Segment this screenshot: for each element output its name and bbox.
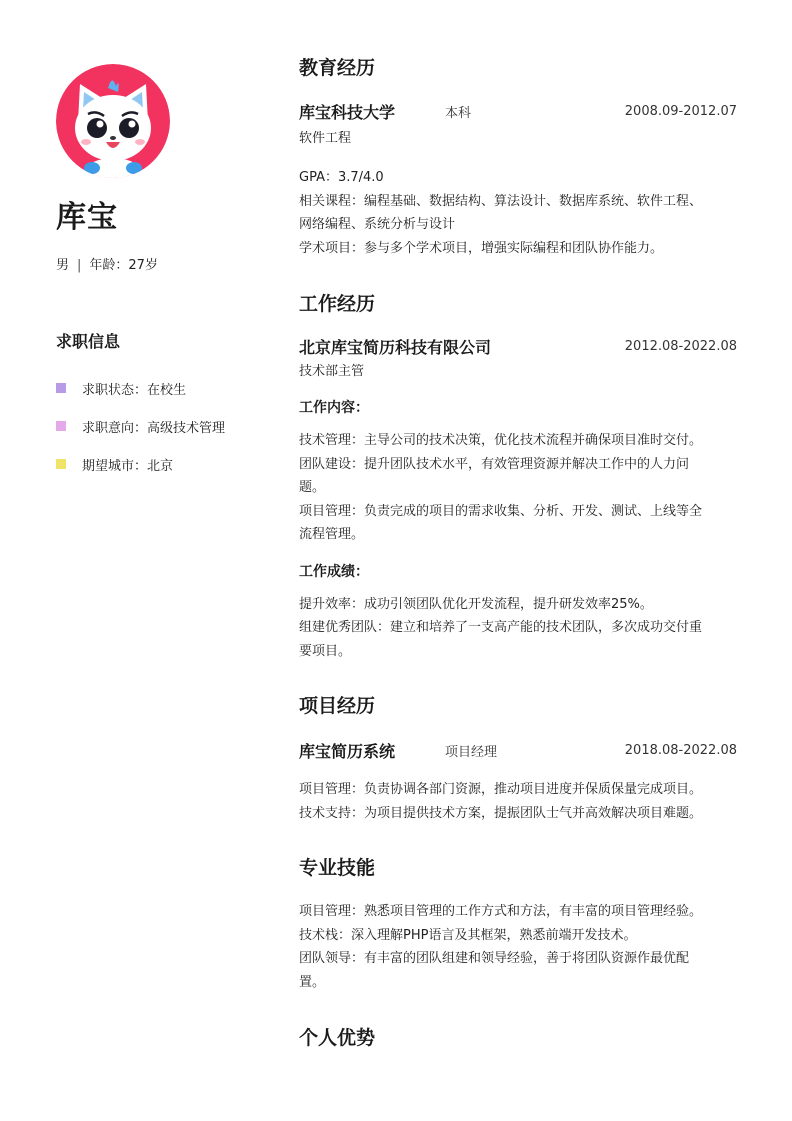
project-role: 项目经理 bbox=[445, 744, 498, 760]
sidebar bbox=[56, 64, 266, 492]
job-intention: 求职意向：高级技术管理 bbox=[82, 420, 226, 436]
skill-line: 项目管理：熟悉项目管理的工作方式和方法，有丰富的项目管理经验。 bbox=[299, 904, 703, 919]
skill-line: 团队领导：有丰富的团队组建和领导经验，善于将团队资源作最优配 bbox=[299, 951, 690, 966]
work-content-line: 团队建设：提升团队技术水平，有效管理资源并解决工作中的人力问 bbox=[299, 456, 690, 472]
work-content-heading: 工作内容： bbox=[299, 400, 369, 416]
major: 软件工程 bbox=[299, 131, 352, 146]
square-bullet-icon bbox=[56, 383, 66, 393]
meta-separator: | bbox=[77, 258, 82, 273]
job-info-heading: 求职信息 bbox=[56, 332, 121, 351]
work-achievement-heading: 工作成绩： bbox=[299, 563, 369, 580]
job-info-list bbox=[56, 378, 266, 474]
project-details bbox=[299, 778, 737, 825]
avatar bbox=[56, 64, 170, 178]
education-line: 网络编程、系统分析与设计 bbox=[299, 217, 456, 232]
skill-line: 技术栈：深入理解PHP语言及其框架，熟悉前端开发技术。 bbox=[299, 927, 637, 943]
education-line: 学术项目：参与多个学术项目，增强实际编程和团队协作能力。 bbox=[299, 240, 664, 256]
project-name: 库宝简历系统 bbox=[299, 741, 396, 761]
gender: 男 bbox=[56, 258, 70, 273]
job-position: 技术部主管 bbox=[299, 364, 365, 379]
job-status: 求职状态：在校生 bbox=[82, 382, 187, 398]
skills-heading: 专业技能 bbox=[299, 857, 376, 879]
work-content-line: 项目管理：负责完成的项目的需求收集、分析、开发、测试、上线等全 bbox=[299, 503, 703, 519]
candidate-meta bbox=[56, 256, 266, 276]
work-achievement-line: 提升效率：成功引领团队优化开发流程，提升研发效率25%。 bbox=[299, 596, 653, 612]
education-line: 相关课程：编程基础、数据结构、算法设计、数据库系统、软件工程、 bbox=[299, 193, 703, 209]
work-date: 2012.08-2022.08 bbox=[624, 338, 737, 354]
age: 年龄：27岁 bbox=[89, 258, 158, 273]
candidate-name: 库宝 bbox=[56, 200, 118, 235]
work-content-line: 技术管理：主导公司的技术决策，优化技术流程并确保项目准时交付。 bbox=[299, 433, 703, 448]
work-heading: 工作经历 bbox=[299, 293, 376, 315]
project-line: 技术支持：为项目提供技术方案，提振团队士气并高效解决项目难题。 bbox=[299, 805, 703, 821]
degree: 本科 bbox=[445, 105, 472, 121]
cat-mascot-icon bbox=[56, 64, 170, 178]
project-entry-header bbox=[299, 738, 737, 762]
skills-details bbox=[299, 900, 737, 994]
work-achievements bbox=[299, 593, 737, 664]
job-info-item bbox=[56, 378, 266, 398]
skill-line: 置。 bbox=[299, 974, 326, 990]
work-entry-header bbox=[299, 334, 737, 358]
education-line: GPA：3.7/4.0 bbox=[299, 170, 384, 185]
company-name: 北京库宝简历科技有限公司 bbox=[299, 337, 492, 357]
project-line: 项目管理：负责协调各部门资源，推动项目进度并保质保量完成项目。 bbox=[299, 782, 703, 797]
job-info-item bbox=[56, 454, 266, 474]
work-content-line: 题。 bbox=[299, 480, 326, 495]
education-details bbox=[299, 166, 737, 260]
job-info-item bbox=[56, 416, 266, 436]
work-achievement-line: 要项目。 bbox=[299, 643, 352, 659]
project-heading: 项目经历 bbox=[299, 695, 376, 717]
work-content-line: 流程管理。 bbox=[299, 527, 365, 542]
square-bullet-icon bbox=[56, 459, 66, 469]
education-entry-header bbox=[299, 99, 737, 123]
advantages-heading: 个人优势 bbox=[299, 1027, 376, 1049]
main-content bbox=[299, 54, 737, 1052]
project-date: 2018.08-2022.08 bbox=[624, 742, 737, 758]
job-city: 期望城市：北京 bbox=[82, 458, 174, 474]
education-heading: 教育经历 bbox=[299, 57, 376, 79]
education-date: 2008.09-2012.07 bbox=[624, 103, 737, 119]
work-achievement-line: 组建优秀团队：建立和培养了一支高产能的技术团队，多次成功交付重 bbox=[299, 620, 703, 635]
work-content bbox=[299, 429, 737, 547]
school-name: 库宝科技大学 bbox=[299, 102, 396, 122]
square-bullet-icon bbox=[56, 421, 66, 431]
